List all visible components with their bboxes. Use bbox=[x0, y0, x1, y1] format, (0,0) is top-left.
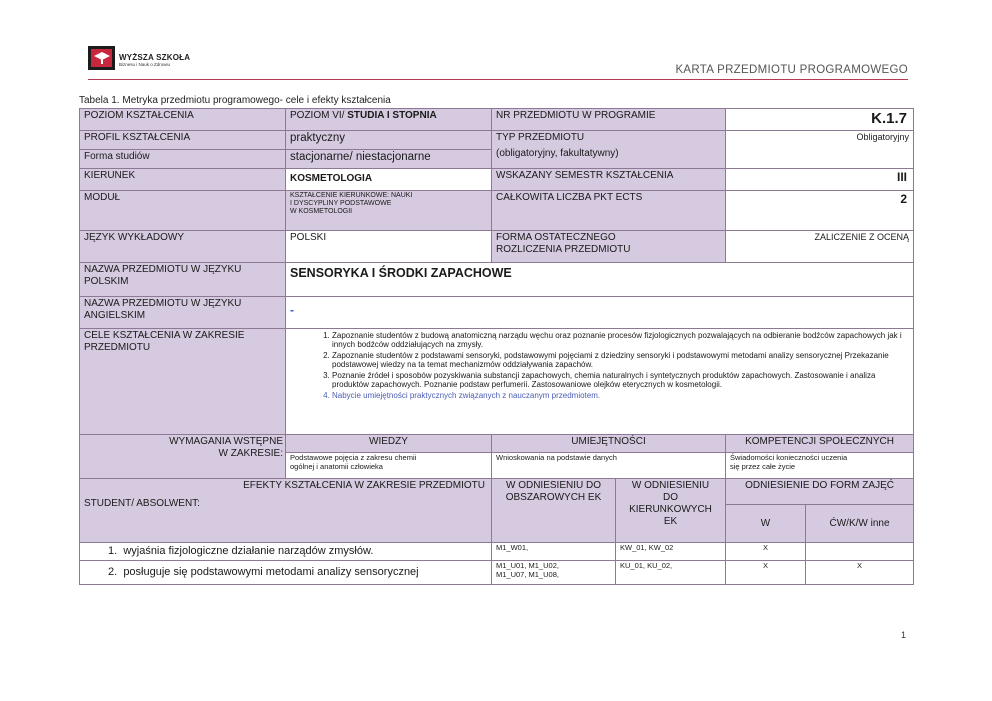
subject-metrics-table bbox=[79, 108, 914, 585]
effect-exercise-mark bbox=[806, 543, 914, 561]
table-row bbox=[80, 169, 914, 191]
subject-type-label bbox=[492, 131, 726, 169]
area-effects-header-line2: OBSZAROWYCH EK bbox=[505, 492, 602, 503]
list-item: 2. Zapoznanie studentów z podstawami sensoryki, podstawowymi pojęciami z dziedziny sensoryki i podstawowymi metodami analizy sensorycznej Przekazanie podstawowej wiedzy na ta temat mechanizmów oddziaływania zapachów. bbox=[332, 351, 909, 370]
effect-description: posługuje się podstawowymi metodami analizy sensorycznej bbox=[123, 565, 419, 578]
table-row bbox=[80, 109, 914, 131]
level-value-prefix: POZIOM VI/ bbox=[290, 110, 348, 121]
polish-name-label-line1: NAZWA PRZEDMIOTU W JĘZYKU bbox=[84, 264, 242, 275]
effect-lecture-mark: X bbox=[726, 543, 806, 561]
table-row bbox=[80, 297, 914, 329]
module-value-line2: I DYSCYPLINY PODSTAWOWE bbox=[290, 200, 392, 208]
list-item: 1. Zapoznanie studentów z budową anatomiczną narządu węchu oraz poznanie procesów fizjologicznych pozwalających na odbieranie bodźców zapachowych jak i innych bodźców oddziałujących na zmysły. bbox=[332, 331, 909, 350]
table-row bbox=[80, 191, 914, 231]
polish-name-label bbox=[80, 263, 286, 297]
table-row bbox=[80, 479, 914, 505]
polish-name-value: SENSORYKA I ŚRODKI ZAPACHOWE bbox=[286, 263, 914, 297]
goals-content bbox=[286, 329, 914, 435]
settlement-form-label bbox=[492, 231, 726, 263]
class-forms-header: ODNIESIENIE DO FORM ZAJĘĆ bbox=[726, 479, 914, 505]
language-value: POLSKI bbox=[286, 231, 492, 263]
subject-type-value: Obligatoryjny bbox=[726, 131, 914, 169]
document-title: KARTA PRZEDMIOTU PROGRAMOWEGO bbox=[675, 64, 908, 76]
effect-field-codes: KU_01, KU_02, bbox=[616, 561, 726, 585]
effect-text bbox=[80, 543, 492, 561]
goals-label-line2: PRZEDMIOTU bbox=[84, 342, 151, 353]
module-value-line3: W KOSMETOLOGII bbox=[290, 208, 353, 216]
header-divider bbox=[88, 79, 908, 80]
effect-area-codes bbox=[492, 561, 616, 585]
effect-area-codes-line2: M1_U07, M1_U08, bbox=[496, 569, 559, 579]
knowledge-value-line2: ogólnej i anatomii człowieka bbox=[290, 461, 383, 471]
logo-text-line2: Biznesu i Nauk o Zdrowiu bbox=[119, 62, 171, 67]
table-row bbox=[80, 131, 914, 150]
ects-label: CAŁKOWITA LICZBA PKT ECTS bbox=[492, 191, 726, 231]
settlement-form-label-line1: FORMA OSTATECZNEGO bbox=[496, 232, 616, 243]
module-value bbox=[286, 191, 492, 231]
effect-area-codes: M1_W01, bbox=[492, 543, 616, 561]
lecture-header: W bbox=[726, 505, 806, 543]
area-effects-header bbox=[492, 479, 616, 543]
list-item: 4. Nabycie umiejętności praktycznych związanych z nauczanym przedmiotem. bbox=[332, 391, 909, 400]
effects-header bbox=[80, 479, 492, 543]
prerequisites-label-line2: W ZAKRESIE: bbox=[218, 448, 283, 459]
semester-value: III bbox=[726, 169, 914, 191]
knowledge-header: WIEDZY bbox=[286, 435, 492, 453]
exercises-header: ĆW/K/W inne bbox=[806, 505, 914, 543]
prerequisites-label-line1: WYMAGANIA WSTĘPNE bbox=[169, 436, 283, 447]
settlement-form-value: ZALICZENIE Z OCENĄ bbox=[726, 231, 914, 263]
study-form-label: Forma studiów bbox=[80, 150, 286, 169]
subject-number-label: NR PRZEDMIOTU W PROGRAMIE bbox=[492, 109, 726, 131]
language-label: JĘZYK WYKŁADOWY bbox=[80, 231, 286, 263]
semester-label: WSKAZANY SEMESTR KSZTAŁCENIA bbox=[492, 169, 726, 191]
field-value: KOSMETOLOGIA bbox=[286, 169, 492, 191]
english-name-label-line2: ANGIELSKIM bbox=[84, 310, 146, 321]
table-row bbox=[80, 435, 914, 453]
module-value-line1: KSZTAŁCENIE KIERUNKOWE: NAUKI bbox=[290, 192, 413, 199]
table-row bbox=[80, 263, 914, 297]
effect-lecture-mark: X bbox=[726, 561, 806, 585]
field-effects-header-line4: EK bbox=[663, 516, 678, 527]
social-competence-header: KOMPETENCJI SPOŁECZNYCH bbox=[726, 435, 914, 453]
profile-value: praktyczny bbox=[286, 131, 492, 150]
student-label: STUDENT/ ABSOLWENT: bbox=[84, 498, 200, 509]
english-name-label-line1: NAZWA PRZEDMIOTU W JĘZYKU bbox=[84, 298, 242, 309]
field-label: KIERUNEK bbox=[80, 169, 286, 191]
field-effects-header-line2: DO bbox=[663, 492, 678, 503]
school-logo-icon bbox=[88, 44, 116, 72]
effect-number: 1. bbox=[108, 544, 118, 557]
area-effects-header-line1: W ODNIESIENIU DO bbox=[505, 480, 601, 491]
effect-field-codes: KW_01, KW_02 bbox=[616, 543, 726, 561]
social-competence-value-line1: Świadomości konieczności uczenia bbox=[730, 453, 848, 462]
table-row bbox=[80, 329, 914, 435]
list-item: 3. Poznanie źródeł i sposobów pozyskiwania substancji zapachowych, chemia naturalnych i syntetycznych produktów zapachowych. Zastosowanie i analiza produktów zapachowych. Poznanie podstaw perfumerii. Zastosowaniowe olejków eterycznych w kosmetologii. bbox=[332, 371, 909, 390]
profile-label: PROFIL KSZTAŁCENIA bbox=[80, 131, 286, 150]
effect-exercise-mark: X bbox=[806, 561, 914, 585]
table-caption: Tabela 1. Metryka przedmiotu programowego- cele i efekty kształcenia bbox=[79, 95, 391, 106]
english-name-label bbox=[80, 297, 286, 329]
prerequisites-label bbox=[80, 435, 286, 479]
level-value bbox=[286, 109, 492, 131]
polish-name-label-line2: POLSKIM bbox=[84, 276, 129, 287]
level-label: POZIOM KSZTAŁCENIA bbox=[80, 109, 286, 131]
module-label: MODUŁ bbox=[80, 191, 286, 231]
subject-type-label-line2: (obligatoryjny, fakultatywny) bbox=[496, 148, 619, 159]
school-logo bbox=[88, 44, 200, 74]
table-row bbox=[80, 543, 914, 561]
subject-type-label-line1: TYP PRZEDMIOTU bbox=[496, 132, 585, 143]
effect-text bbox=[80, 561, 492, 585]
ects-value: 2 bbox=[726, 191, 914, 231]
table-row bbox=[80, 231, 914, 263]
social-competence-value-line2: się przez całe życie bbox=[730, 461, 796, 471]
effects-title: EFEKTY KSZTAŁCENIA W ZAKRESIE PRZEDMIOTU bbox=[243, 480, 485, 491]
effect-description: wyjaśnia fizjologiczne działanie narządów zmysłów. bbox=[123, 544, 374, 557]
field-effects-header bbox=[616, 479, 726, 543]
goals-list bbox=[290, 331, 909, 400]
goals-label bbox=[80, 329, 286, 435]
goals-label-line1: CELE KSZTAŁCENIA W ZAKRESIE bbox=[84, 330, 245, 341]
skills-header: UMIEJĘTNOŚCI bbox=[492, 435, 726, 453]
effect-number: 2. bbox=[108, 565, 118, 578]
table-row bbox=[80, 561, 914, 585]
study-form-value: stacjonarne/ niestacjonarne bbox=[286, 150, 492, 169]
effect-area-codes-line1: M1_U01, M1_U02, bbox=[496, 561, 559, 570]
skills-value: Wnioskowania na podstawie danych bbox=[492, 453, 726, 479]
field-effects-header-line1: W ODNIESIENIU bbox=[631, 480, 710, 491]
knowledge-value-line1: Podstawowe pojęcia z zakresu chemii bbox=[290, 453, 417, 462]
social-competence-value bbox=[726, 453, 914, 479]
subject-number-value: K.1.7 bbox=[726, 109, 914, 131]
knowledge-value bbox=[286, 453, 492, 479]
settlement-form-label-line2: ROZLICZENIA PRZEDMIOTU bbox=[496, 244, 631, 255]
field-effects-header-line3: KIERUNKOWYCH bbox=[629, 504, 712, 515]
level-value-bold: STUDIA I STOPNIA bbox=[347, 110, 437, 121]
page-number: 1 bbox=[900, 630, 906, 640]
logo-text-line1: WYŻSZA SZKOŁA bbox=[119, 53, 191, 62]
english-name-value: - bbox=[286, 297, 914, 329]
